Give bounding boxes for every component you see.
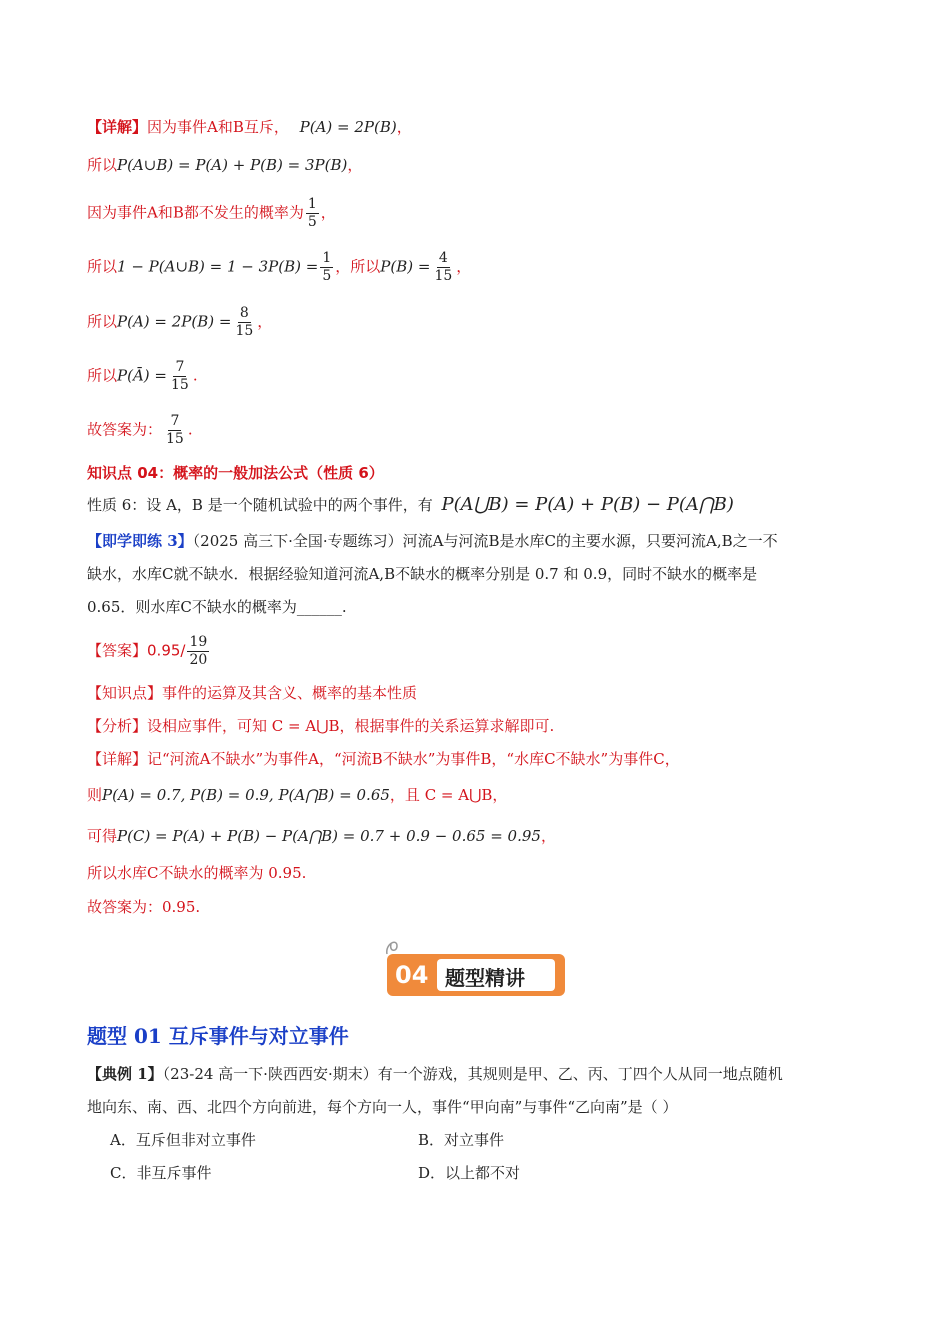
knowledge-text: 性质 6：设 A，B 是一个随机试验中的两个事件，有 P(A⋃B) = P(A) + P(B) − P(A⋂B) (87, 494, 734, 515)
answer-tag: 【答案】 (87, 641, 148, 660)
fraction: $\frac{8}{15}$ (235, 305, 254, 339)
formula: P(A) = 0.7, P(B) = 0.9, P(A⋂B) = 0.65 (102, 786, 390, 804)
practice-tag: 【即学即练 3】 (87, 532, 193, 550)
formula: 1 − P(A∪B) = 1 − 3P(B) = (117, 257, 319, 276)
detail-line-5: 所以P(A) = 2P(B) = $\frac{8}{15}$ ， (87, 305, 273, 339)
formula: P(B) = (380, 257, 431, 276)
detail-line-7: 故答案为： $\frac{7}{15}$ . (87, 413, 193, 447)
practice-line-3: 0.65．则水库C不缺水的概率为______. (87, 598, 347, 616)
detail2-line-3: 可得P(C) = P(A) + P(B) − P(A⋂B) = 0.7 + 0.9 − 0.65 = 0.95， (87, 827, 556, 845)
formula: P(A⋃B) = P(A) + P(B) − P(A⋂B) (441, 494, 734, 515)
practice-line-2: 缺水，水库C就不缺水．根据经验知道河流A,B不缺水的概率分别是 0.7 和 0.9，同时不缺水的概率是 (87, 565, 758, 583)
fraction: $\frac{4}{15}$ (434, 250, 453, 284)
example-line-2: 地向东、南、西、北四个方向前进，每个方向一人，事件“甲向南”与事件“乙向南”是（ ） (87, 1098, 678, 1116)
knowledge-title: 知识点 04：概率的一般加法公式（性质 6） (87, 464, 384, 482)
detail2-line-4: 所以水库C不缺水的概率为 0.95. (87, 864, 307, 882)
example-line-1: 【典例 1】（23-24 高一下·陕西西安·期末）有一个游戏，其规则是甲、乙、丙、丁四个人从同一地点随机 (87, 1065, 783, 1083)
fraction: $\frac{7}{15}$ (170, 359, 189, 393)
detail-line-2: 所以P(A∪B) = P(A) + P(B) = 3P(B)， (87, 156, 363, 174)
detail-line-4: 所以1 − P(A∪B) = 1 − 3P(B) = $\frac{1}{5}$ ，所以P(B) = $\frac{4}{15}$ ， (87, 250, 472, 284)
answer-line: 【答案】0.95/ $\frac{19}{20}$ (87, 634, 208, 668)
option-a[interactable]: A．互斥但非对立事件 (110, 1131, 256, 1149)
detail-line-3: 因为事件A和B都不发生的概率为 $\frac{1}{5}$ ， (87, 196, 336, 230)
practice-line-1: 【即学即练 3】（2025 高三下·全国·专题练习）河流A与河流B是水库C的主要水源，只要河流A,B之一不 (87, 532, 778, 550)
option-b[interactable]: B．对立事件 (418, 1131, 505, 1149)
fraction: $\frac{1}{5}$ (307, 196, 317, 230)
detail-line-6: 所以P(Ā) = $\frac{7}{15}$ . (87, 359, 198, 393)
detail2-line-1: 【详解】记“河流A不缺水”为事件A，“河流B不缺水”为事件B，“水库C不缺水”为事件C， (87, 750, 680, 768)
section-heading: 题型 01 互斥事件与对立事件 (87, 1024, 349, 1048)
detail-tag: 【详解】 (87, 118, 148, 136)
formula: P(C) = P(A) + P(B) − P(A⋂B) = 0.7 + 0.9 − 0.65 = 0.95 (117, 827, 541, 845)
example-tag: 【典例 1】 (87, 1065, 163, 1083)
detail2-line-2: 则P(A) = 0.7, P(B) = 0.9, P(A⋂B) = 0.65，且 C = A⋃B， (87, 786, 508, 804)
fraction: $\frac{7}{15}$ (166, 413, 184, 447)
analysis-line: 【分析】设相应事件，可知 C = A⋃B，根据事件的关系运算求解即可. (87, 717, 555, 735)
formula: P(A) = 2P(B) = (117, 312, 232, 331)
option-d[interactable]: D．以上都不对 (418, 1164, 521, 1182)
detail-line-1: 【详解】因为事件A和B互斥， P(A) = 2P(B)， (87, 118, 412, 136)
formula: P(Ā) = (117, 366, 167, 385)
formula: P(A) = 2P(B) (299, 118, 397, 136)
section-banner (387, 950, 567, 998)
banner-number: 04 (395, 961, 429, 989)
banner-title: 题型精讲 (445, 966, 525, 990)
fraction: $\frac{19}{20}$ (189, 634, 208, 668)
knowledge-point-line: 【知识点】事件的运算及其含义、概率的基本性质 (87, 684, 418, 702)
fraction: $\frac{1}{5}$ (322, 250, 332, 284)
detail2-line-5: 故答案为：0.95. (87, 898, 201, 916)
formula: P(A∪B) = P(A) + P(B) = 3P(B) (117, 156, 348, 174)
option-c[interactable]: C．非互斥事件 (110, 1164, 212, 1182)
